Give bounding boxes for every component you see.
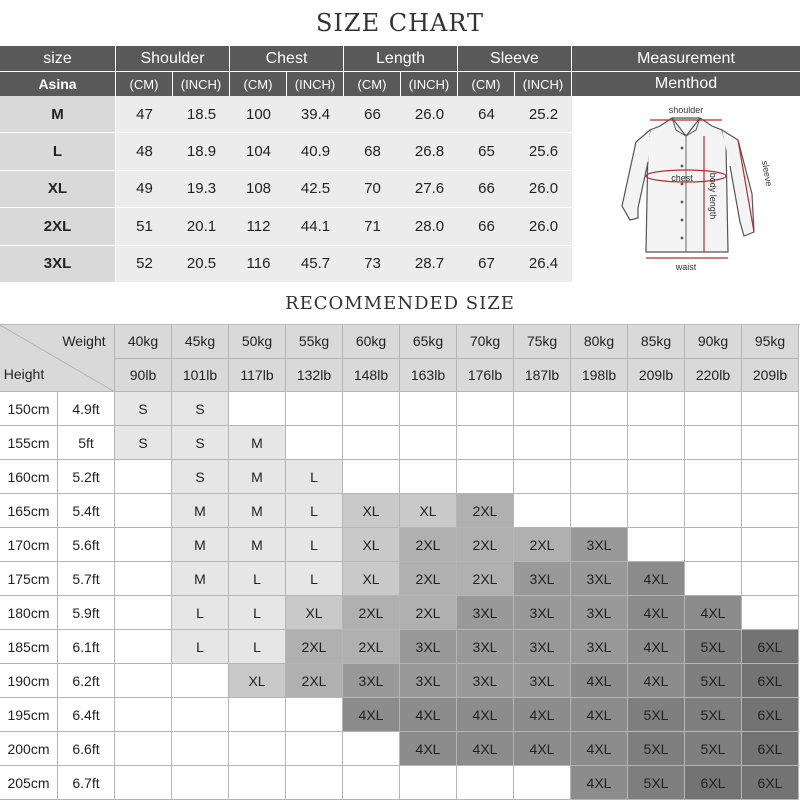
weight-lb-header: 90lb — [115, 359, 172, 393]
recommended-size-cell: 2XL — [400, 562, 457, 596]
recommended-size-cell — [742, 562, 799, 596]
recommended-size-cell: M — [229, 494, 286, 528]
measurement-value: 49 — [116, 171, 173, 207]
height-ft-label: 6.4ft — [58, 698, 115, 732]
height-ft-label: 6.6ft — [58, 732, 115, 766]
inch-unit-label: (INCH) — [515, 72, 571, 96]
recommended-size-cell: 5XL — [628, 698, 685, 732]
recommended-size-cell: 5XL — [628, 766, 685, 800]
measurement-value: 73 — [344, 246, 401, 282]
recommended-size-cell: 6XL — [742, 630, 799, 664]
weight-kg-header: 75kg — [514, 325, 571, 359]
recommended-size-cell: 2XL — [343, 630, 400, 664]
inch-unit-label: (INCH) — [173, 72, 229, 96]
recommended-size-cell — [343, 460, 400, 494]
measurement-value: 66 — [344, 96, 401, 132]
shirt-diagram-icon — [572, 96, 800, 282]
recommended-size-cell: XL — [343, 528, 400, 562]
recommended-size-cell: 3XL — [571, 562, 628, 596]
recommended-size-cell: 2XL — [457, 562, 514, 596]
measurement-value: 26.0 — [515, 171, 572, 207]
recommended-size-cell — [628, 426, 685, 460]
weight-lb-header: 187lb — [514, 359, 571, 393]
recommended-size-cell — [628, 460, 685, 494]
cm-unit-label: (CM) — [344, 72, 400, 96]
recommended-size-cell — [628, 392, 685, 426]
svg-text:body length: body length — [708, 172, 718, 220]
measurement-diagram — [572, 96, 800, 282]
measurement-value: 42.5 — [287, 171, 344, 207]
recommended-size-cell — [115, 698, 172, 732]
weight-kg-header: 85kg — [628, 325, 685, 359]
recommended-size-cell — [685, 426, 742, 460]
weight-lb-header: 176lb — [457, 359, 514, 393]
recommended-size-cell — [628, 528, 685, 562]
recommended-size-cell: 3XL — [457, 596, 514, 630]
measurement-value: 104 — [230, 133, 287, 169]
measurement-value: 26.0 — [401, 96, 458, 132]
recommended-size-cell: 3XL — [343, 664, 400, 698]
recommended-size-cell — [742, 426, 799, 460]
weight-lb-header: 198lb — [571, 359, 628, 393]
measurement-header: Measurement — [572, 46, 800, 71]
recommended-size-cell: 3XL — [514, 562, 571, 596]
height-ft-label: 5.2ft — [58, 460, 115, 494]
recommended-size-cell — [229, 766, 286, 800]
recommended-size-cell — [457, 460, 514, 494]
height-cm-label: 155cm — [0, 426, 58, 460]
recommended-size-cell: M — [229, 528, 286, 562]
recommended-size-cell: 4XL — [628, 664, 685, 698]
recommended-size-cell — [685, 460, 742, 494]
recommended-size-cell — [400, 426, 457, 460]
recommended-size-cell — [742, 528, 799, 562]
height-ft-label: 4.9ft — [58, 392, 115, 426]
recommended-size-cell: 5XL — [628, 732, 685, 766]
recommended-size-cell — [229, 392, 286, 426]
size-chart-title: SIZE CHART — [0, 0, 800, 46]
weight-lb-header: 132lb — [286, 359, 343, 393]
recommended-size-cell: 2XL — [343, 596, 400, 630]
height-cm-label: 165cm — [0, 494, 58, 528]
measurement-value: 51 — [116, 208, 173, 244]
recommended-size-cell: L — [172, 630, 229, 664]
recommended-size-cell: 4XL — [343, 698, 400, 732]
weight-lb-header: 209lb — [628, 359, 685, 393]
recommended-size-cell — [286, 426, 343, 460]
measurement-value: 52 — [116, 246, 173, 282]
inch-unit-label: (INCH) — [401, 72, 457, 96]
measurement-value: 20.1 — [173, 208, 230, 244]
recommended-size-cell: M — [229, 460, 286, 494]
measurement-value: 71 — [344, 208, 401, 244]
recommended-size-cell — [685, 562, 742, 596]
measurement-value: 44.1 — [287, 208, 344, 244]
size-label: M — [0, 96, 115, 132]
recommended-size-cell: L — [286, 528, 343, 562]
recommended-size-cell — [172, 766, 229, 800]
height-cm-label: 160cm — [0, 460, 58, 494]
recommended-size-cell: 4XL — [571, 766, 628, 800]
brand-label: Asina — [0, 72, 115, 96]
weight-kg-header: 80kg — [571, 325, 628, 359]
cm-unit-label: (CM) — [116, 72, 172, 96]
recommended-size-cell — [514, 392, 571, 426]
recommended-size-cell: 4XL — [514, 698, 571, 732]
recommended-size-cell: 3XL — [514, 630, 571, 664]
recommended-size-cell: 3XL — [457, 664, 514, 698]
size-label: XL — [0, 171, 115, 207]
height-cm-label: 150cm — [0, 392, 58, 426]
recommended-size-cell: 5XL — [685, 732, 742, 766]
recommended-size-cell — [628, 494, 685, 528]
measurement-value: 68 — [344, 133, 401, 169]
recommended-size-cell — [457, 426, 514, 460]
recommended-size-cell: 2XL — [400, 596, 457, 630]
recommended-size-cell: 4XL — [628, 562, 685, 596]
recommended-size-cell — [514, 426, 571, 460]
svg-text:chest: chest — [671, 173, 693, 183]
measurement-value: 66 — [458, 171, 515, 207]
height-cm-label: 205cm — [0, 766, 58, 800]
recommended-size-cell — [229, 732, 286, 766]
recommended-size-cell — [286, 766, 343, 800]
cm-unit-label: (CM) — [458, 72, 514, 96]
recommended-size-cell: 6XL — [742, 732, 799, 766]
recommended-size-cell — [115, 528, 172, 562]
measurement-value: 67 — [458, 246, 515, 282]
recommended-size-cell — [742, 596, 799, 630]
chest-header: Chest — [230, 46, 343, 71]
recommended-size-cell — [400, 766, 457, 800]
measurement-value: 25.2 — [515, 96, 572, 132]
recommended-size-cell: L — [172, 596, 229, 630]
measurement-value: 65 — [458, 133, 515, 169]
measurement-value: 19.3 — [173, 171, 230, 207]
measurement-value: 45.7 — [287, 246, 344, 282]
recommended-size-cell — [286, 698, 343, 732]
measurement-value: 18.9 — [173, 133, 230, 169]
measurement-value: 26.4 — [515, 246, 572, 282]
length-header: Length — [344, 46, 457, 71]
height-label: Height — [3, 366, 45, 382]
measurement-value: 116 — [230, 246, 287, 282]
recommended-size-cell — [514, 766, 571, 800]
recommended-size-cell: 4XL — [628, 630, 685, 664]
recommended-size-cell: XL — [286, 596, 343, 630]
recommended-size-cell: 4XL — [571, 664, 628, 698]
recommended-size-cell — [400, 392, 457, 426]
weight-kg-header: 60kg — [343, 325, 400, 359]
recommended-size-cell: 2XL — [286, 664, 343, 698]
recommended-size-cell: 2XL — [514, 528, 571, 562]
recommended-size-cell: XL — [343, 494, 400, 528]
recommended-size-cell: M — [172, 528, 229, 562]
recommended-size-cell — [286, 392, 343, 426]
recommended-size-cell: L — [229, 630, 286, 664]
recommended-size-cell — [457, 392, 514, 426]
recommended-size-cell: 3XL — [457, 630, 514, 664]
recommended-size-cell: XL — [229, 664, 286, 698]
recommended-size-cell — [742, 392, 799, 426]
measurement-value: 70 — [344, 171, 401, 207]
size-column-header: size — [0, 46, 115, 71]
measurement-value: 26.0 — [515, 208, 572, 244]
measurement-value: 112 — [230, 208, 287, 244]
recommended-size-cell: 4XL — [571, 698, 628, 732]
measurement-value: 100 — [230, 96, 287, 132]
recommended-size-cell — [742, 494, 799, 528]
weight-kg-header: 70kg — [457, 325, 514, 359]
recommended-size-cell — [343, 766, 400, 800]
recommended-size-cell — [115, 630, 172, 664]
recommended-size-cell: S — [172, 426, 229, 460]
recommended-size-cell — [514, 460, 571, 494]
recommended-size-cell — [343, 426, 400, 460]
height-cm-label: 170cm — [0, 528, 58, 562]
recommended-size-cell: 3XL — [571, 596, 628, 630]
recommended-size-cell: 2XL — [457, 494, 514, 528]
height-ft-label: 6.1ft — [58, 630, 115, 664]
recommended-size-cell — [229, 698, 286, 732]
weight-kg-header: 40kg — [115, 325, 172, 359]
recommended-size-cell: 3XL — [400, 630, 457, 664]
recommended-size-cell — [115, 596, 172, 630]
recommended-size-cell: M — [172, 494, 229, 528]
size-label: 2XL — [0, 208, 115, 244]
recommended-size-cell — [115, 766, 172, 800]
recommended-size-cell: L — [229, 596, 286, 630]
recommended-size-cell: M — [172, 562, 229, 596]
weight-kg-header: 55kg — [286, 325, 343, 359]
recommended-size-cell: 4XL — [400, 698, 457, 732]
height-cm-label: 185cm — [0, 630, 58, 664]
recommended-size-cell: XL — [400, 494, 457, 528]
recommended-size-cell: 5XL — [685, 630, 742, 664]
recommended-size-cell — [343, 732, 400, 766]
measurement-method-header: Menthod — [572, 72, 800, 96]
recommended-size-cell: 6XL — [742, 766, 799, 800]
recommended-size-cell — [115, 732, 172, 766]
height-cm-label: 195cm — [0, 698, 58, 732]
recommended-size-cell: 6XL — [742, 698, 799, 732]
recommended-size-cell: L — [229, 562, 286, 596]
weight-height-corner — [0, 325, 115, 392]
shoulder-header: Shoulder — [116, 46, 229, 71]
recommended-size-cell — [571, 460, 628, 494]
recommended-size-cell — [343, 392, 400, 426]
recommended-size-cell — [685, 494, 742, 528]
size-label: L — [0, 133, 115, 169]
recommended-size-cell — [172, 664, 229, 698]
recommended-size-cell — [742, 460, 799, 494]
recommended-size-cell — [514, 494, 571, 528]
height-ft-label: 5.6ft — [58, 528, 115, 562]
size-label: 3XL — [0, 246, 115, 282]
recommended-size-cell: 6XL — [742, 664, 799, 698]
cm-unit-label: (CM) — [230, 72, 286, 96]
recommended-size-cell: L — [286, 494, 343, 528]
recommended-size-cell: 4XL — [685, 596, 742, 630]
recommended-size-cell — [571, 426, 628, 460]
weight-lb-header: 148lb — [343, 359, 400, 393]
inch-unit-label: (INCH) — [287, 72, 343, 96]
height-cm-label: 190cm — [0, 664, 58, 698]
height-ft-label: 5.9ft — [58, 596, 115, 630]
weight-kg-header: 45kg — [172, 325, 229, 359]
recommended-size-cell: S — [172, 392, 229, 426]
svg-text:sleeve: sleeve — [759, 159, 775, 188]
recommended-size-cell — [571, 392, 628, 426]
recommended-size-cell: 5XL — [685, 698, 742, 732]
weight-kg-header: 95kg — [742, 325, 799, 359]
weight-lb-header: 209lb — [742, 359, 799, 393]
recommended-size-cell: 4XL — [457, 732, 514, 766]
recommended-size-cell — [457, 766, 514, 800]
recommended-size-cell: 4XL — [400, 732, 457, 766]
height-cm-label: 180cm — [0, 596, 58, 630]
measurement-value: 25.6 — [515, 133, 572, 169]
height-ft-label: 5ft — [58, 426, 115, 460]
measurement-value: 28.7 — [401, 246, 458, 282]
recommended-size-cell: 2XL — [457, 528, 514, 562]
recommended-size-cell: 5XL — [685, 664, 742, 698]
measurement-value: 28.0 — [401, 208, 458, 244]
weight-kg-header: 50kg — [229, 325, 286, 359]
measurement-value: 64 — [458, 96, 515, 132]
height-ft-label: 5.4ft — [58, 494, 115, 528]
recommended-size-cell: 3XL — [571, 630, 628, 664]
recommended-size-cell: 3XL — [400, 664, 457, 698]
recommended-size-cell — [685, 528, 742, 562]
recommended-size-cell: 4XL — [457, 698, 514, 732]
measurement-value: 18.5 — [173, 96, 230, 132]
recommended-size-cell — [571, 494, 628, 528]
measurement-value: 39.4 — [287, 96, 344, 132]
weight-lb-header: 220lb — [685, 359, 742, 393]
weight-kg-header: 65kg — [400, 325, 457, 359]
height-cm-label: 175cm — [0, 562, 58, 596]
recommended-size-cell: 2XL — [400, 528, 457, 562]
measurement-value: 48 — [116, 133, 173, 169]
sleeve-header: Sleeve — [458, 46, 571, 71]
measurement-value: 47 — [116, 96, 173, 132]
recommended-size-cell — [172, 732, 229, 766]
weight-label: Weight — [62, 333, 106, 349]
height-ft-label: 5.7ft — [58, 562, 115, 596]
recommended-size-cell: S — [115, 392, 172, 426]
height-ft-label: 6.2ft — [58, 664, 115, 698]
measurement-value: 108 — [230, 171, 287, 207]
weight-kg-header: 90kg — [685, 325, 742, 359]
recommended-size-cell: S — [172, 460, 229, 494]
measurement-value: 40.9 — [287, 133, 344, 169]
recommended-size-cell — [685, 392, 742, 426]
recommended-size-cell: 3XL — [514, 664, 571, 698]
height-ft-label: 6.7ft — [58, 766, 115, 800]
recommended-size-cell: 3XL — [514, 596, 571, 630]
weight-lb-header: 117lb — [229, 359, 286, 393]
recommended-size-cell: 6XL — [685, 766, 742, 800]
recommended-size-cell — [115, 494, 172, 528]
measurement-value: 66 — [458, 208, 515, 244]
recommended-size-cell: 2XL — [286, 630, 343, 664]
recommended-size-cell: M — [229, 426, 286, 460]
height-cm-label: 200cm — [0, 732, 58, 766]
recommended-size-cell: 4XL — [514, 732, 571, 766]
recommended-size-cell — [172, 698, 229, 732]
recommended-size-title: RECOMMENDED SIZE — [0, 283, 800, 325]
weight-lb-header: 101lb — [172, 359, 229, 393]
recommended-size-cell: L — [286, 562, 343, 596]
recommended-size-cell: S — [115, 426, 172, 460]
recommended-size-cell: 4XL — [628, 596, 685, 630]
recommended-size-cell: 4XL — [571, 732, 628, 766]
svg-text:waist: waist — [675, 262, 697, 272]
recommended-size-cell: XL — [343, 562, 400, 596]
recommended-size-cell — [286, 732, 343, 766]
recommended-size-cell — [115, 460, 172, 494]
svg-text:shoulder: shoulder — [668, 105, 704, 115]
measurement-value: 27.6 — [401, 171, 458, 207]
measurement-value: 20.5 — [173, 246, 230, 282]
recommended-size-cell: L — [286, 460, 343, 494]
recommended-size-cell — [115, 562, 172, 596]
recommended-size-cell — [115, 664, 172, 698]
measurement-value: 26.8 — [401, 133, 458, 169]
recommended-size-cell: 3XL — [571, 528, 628, 562]
recommended-size-cell — [400, 460, 457, 494]
weight-lb-header: 163lb — [400, 359, 457, 393]
